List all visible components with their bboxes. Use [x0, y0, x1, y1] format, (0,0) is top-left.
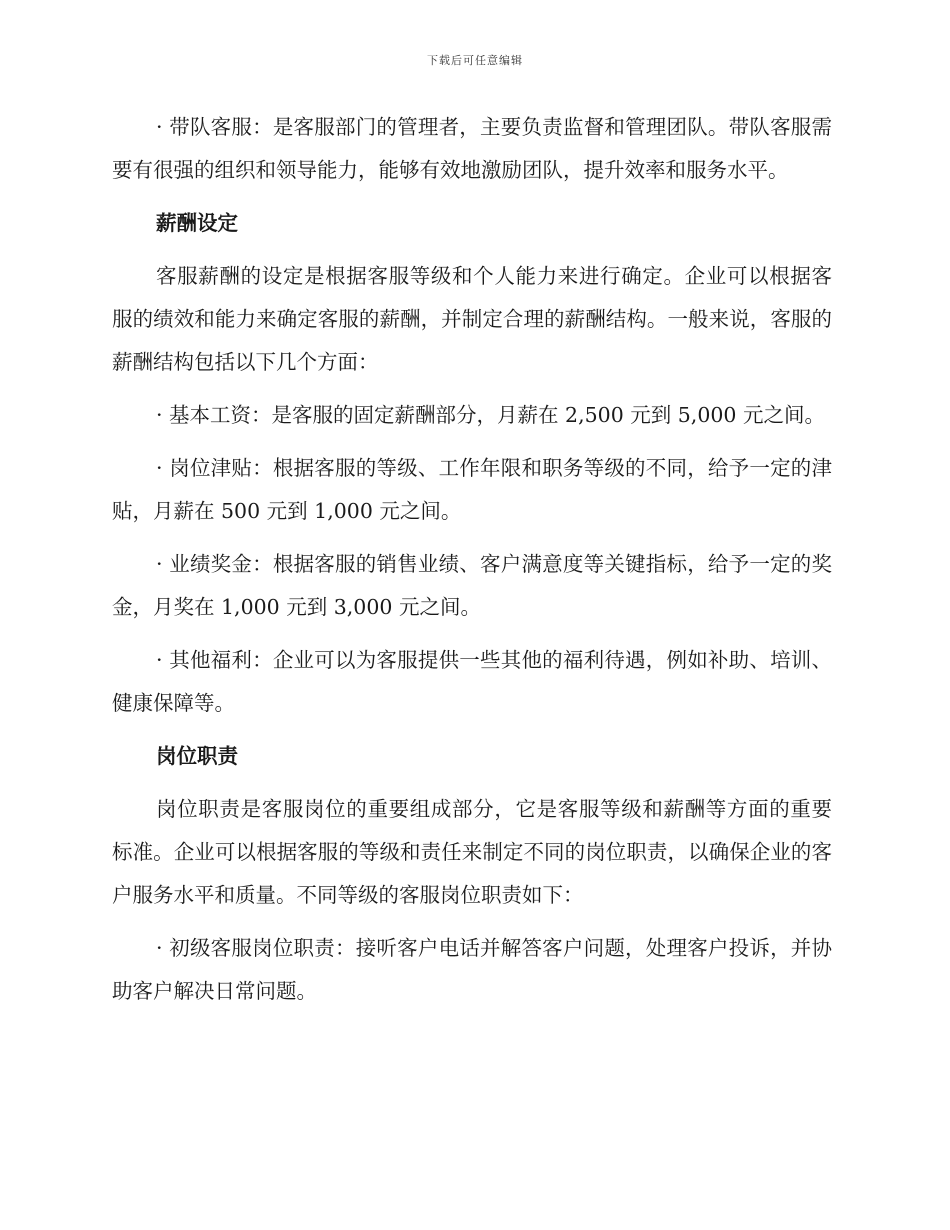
document-body — [112, 106, 832, 1023]
paragraph-team-lead-service: · 带队客服：是客服部门的管理者，主要负责监督和管理团队。带队客服需要有很强的组织和领导能力，能够有效地激励团队，提升效率和服务水平。 — [112, 115, 832, 182]
paragraph-performance-bonus: · 业绩奖金：根据客服的销售业绩、客户满意度等关键指标，给予一定的奖金，月奖在 1,000 元到 3,000 元之间。 — [112, 552, 832, 619]
paragraph-position-allowance: · 岗位津贴：根据客服的等级、工作年限和职务等级的不同，给予一定的津贴，月薪在 500 元到 1,000 元之间。 — [112, 456, 832, 523]
heading-job-duties: 岗位职责 — [156, 744, 238, 768]
page-header: 下载后可任意编辑 — [427, 54, 523, 67]
paragraph-other-benefits: · 其他福利：企业可以为客服提供一些其他的福利待遇，例如补助、培训、健康保障等。 — [112, 648, 832, 715]
paragraph-base-salary: · 基本工资：是客服的固定薪酬部分，月薪在 2,500 元到 5,000 元之间。 — [156, 403, 825, 427]
heading-salary-setting: 薪酬设定 — [156, 211, 238, 235]
paragraph-junior-duties: · 初级客服岗位职责：接听客户电话并解答客户问题，处理客户投诉，并协助客户解决日常问题。 — [112, 936, 832, 1003]
paragraph-duties-intro: 岗位职责是客服岗位的重要组成部分，它是客服等级和薪酬等方面的重要标准。企业可以根据客服的等级和责任来制定不同的岗位职责，以确保企业的客户服务水平和质量。不同等级的客服岗位职责如下： — [112, 797, 832, 907]
paragraph-salary-intro: 客服薪酬的设定是根据客服等级和个人能力来进行确定。企业可以根据客服的绩效和能力来确定客服的薪酬，并制定合理的薪酬结构。一般来说，客服的薪酬结构包括以下几个方面： — [112, 264, 832, 374]
